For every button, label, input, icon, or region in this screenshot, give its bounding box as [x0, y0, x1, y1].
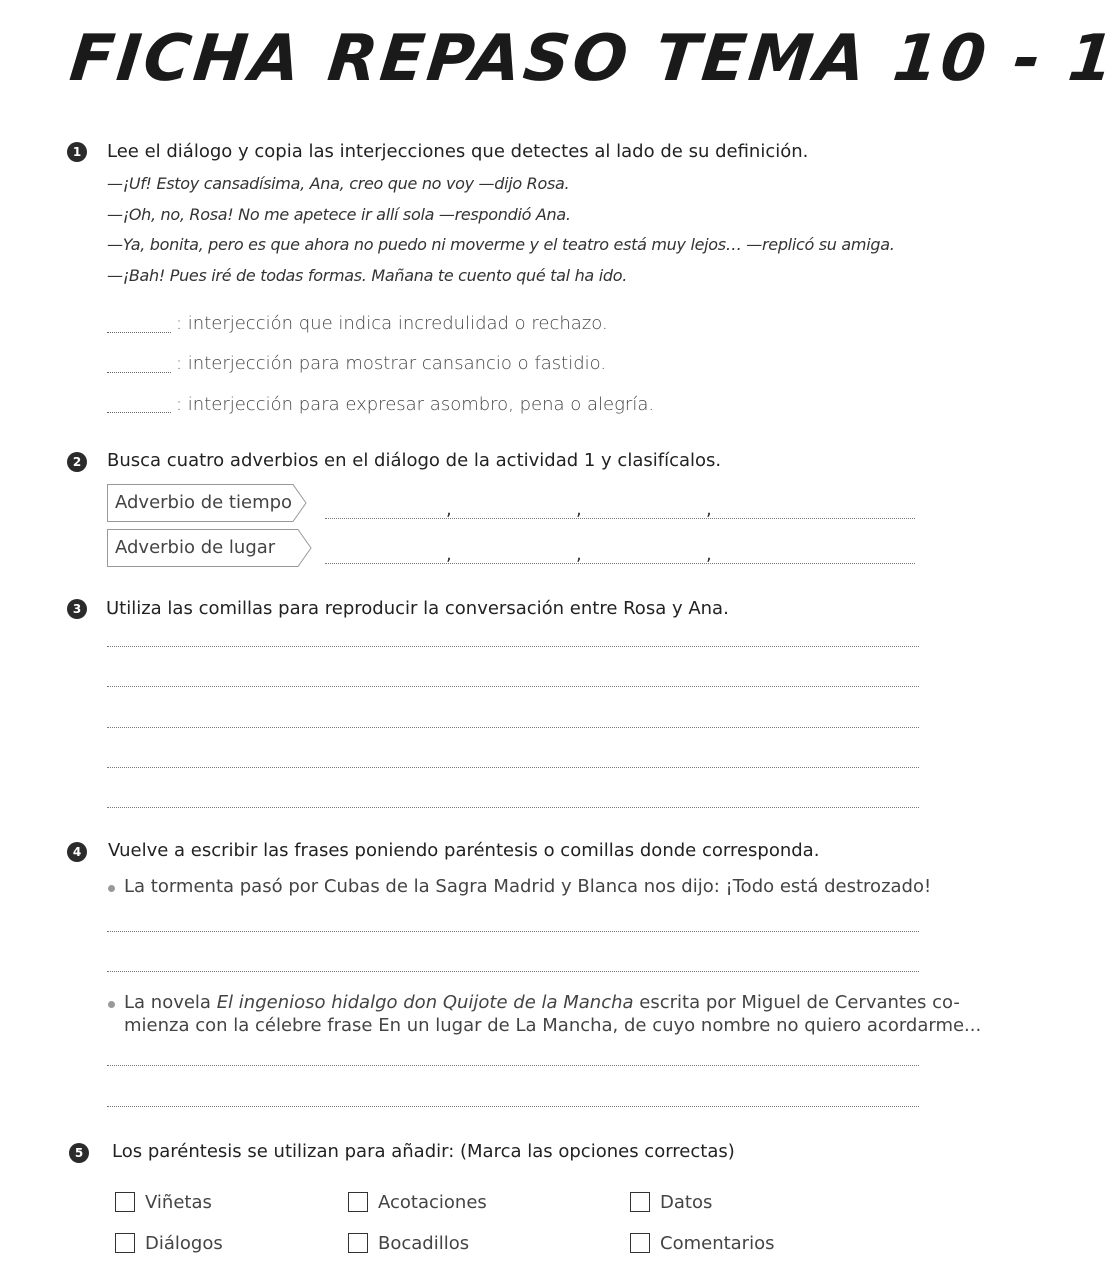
- option-comentarios: Comentarios: [660, 1233, 775, 1254]
- comma: ,: [446, 499, 452, 520]
- checkbox-dialogos[interactable]: [115, 1233, 135, 1253]
- comma: ,: [446, 544, 452, 565]
- writing-line[interactable]: [107, 1106, 919, 1107]
- exercise-1-number: 1: [67, 142, 87, 162]
- sentence-2-post: escrita por Miguel de Cervantes co-: [633, 992, 960, 1013]
- option-dialogos: Diálogos: [145, 1233, 223, 1254]
- checkbox-vinetas[interactable]: [115, 1192, 135, 1212]
- dialogue-line-2: —¡Oh, no, Rosa! No me apetece ir allí sola —respondió Ana.: [107, 205, 571, 224]
- definition-2: : interjección para mostrar cansancio o fastidio.: [176, 353, 607, 374]
- answer-blank-3[interactable]: [107, 412, 171, 413]
- exercise-5-number: 5: [69, 1143, 89, 1163]
- option-vinetas: Viñetas: [145, 1192, 212, 1213]
- dialogue-line-1: —¡Uf! Estoy cansadísima, Ana, creo que no voy —dijo Rosa.: [107, 174, 570, 193]
- comma: ,: [576, 544, 582, 565]
- exercise-4-number: 4: [67, 842, 87, 862]
- writing-line[interactable]: [107, 807, 919, 808]
- comma: ,: [706, 544, 712, 565]
- comma: ,: [706, 499, 712, 520]
- option-bocadillos: Bocadillos: [378, 1233, 470, 1254]
- writing-line[interactable]: [107, 646, 919, 647]
- checkbox-bocadillos[interactable]: [348, 1233, 368, 1253]
- sentence-2-line-1: [124, 992, 960, 1013]
- exercise-2-number: 2: [67, 452, 87, 472]
- comma: ,: [576, 499, 582, 520]
- book-title: El ingenioso hidalgo don Quijote de la Mancha: [216, 992, 634, 1013]
- checkbox-acotaciones[interactable]: [348, 1192, 368, 1212]
- writing-line[interactable]: [107, 686, 919, 687]
- adverb-place-text: Adverbio de lugar: [115, 537, 276, 558]
- definition-3: : interjección para expresar asombro, pena o alegría.: [176, 394, 655, 415]
- writing-line[interactable]: [107, 931, 919, 932]
- exercise-5-prompt: Los paréntesis se utilizan para añadir: (Marca las opciones correctas): [112, 1141, 735, 1162]
- checkbox-comentarios[interactable]: [630, 1233, 650, 1253]
- definition-1: : interjección que indica incredulidad o rechazo.: [176, 313, 608, 334]
- exercise-3-number: 3: [67, 599, 87, 619]
- exercise-2-prompt: Busca cuatro adverbios en el diálogo de la actividad 1 y clasifícalos.: [107, 450, 722, 471]
- adverb-place-answer-line[interactable]: [325, 563, 915, 564]
- writing-line[interactable]: [107, 767, 919, 768]
- sentence-2-line-2: mienza con la célebre frase En un lugar de La Mancha, de cuyo nombre no quiero acordarme...: [124, 1015, 982, 1036]
- adverb-time-label: [107, 484, 307, 522]
- page-title: FICHA REPASO TEMA 10 - 1: [66, 22, 1120, 96]
- bullet-icon: [108, 885, 115, 892]
- answer-blank-1[interactable]: [107, 332, 171, 333]
- exercise-4-prompt: Vuelve a escribir las frases poniendo paréntesis o comillas donde corresponda.: [108, 840, 820, 861]
- writing-line[interactable]: [107, 1065, 919, 1066]
- option-acotaciones: Acotaciones: [378, 1192, 487, 1213]
- exercise-1-prompt: Lee el diálogo y copia las interjecciones que detectes al lado de su definición.: [107, 141, 809, 162]
- dialogue-line-3: —Ya, bonita, pero es que ahora no puedo ni moverme y el teatro está muy lejos… —replicó su amiga.: [107, 235, 895, 254]
- writing-line[interactable]: [107, 971, 919, 972]
- adverb-time-text: Adverbio de tiempo: [115, 492, 293, 513]
- sentence-1: La tormenta pasó por Cubas de la Sagra Madrid y Blanca nos dijo: ¡Todo está destrozado!: [124, 876, 932, 897]
- option-datos: Datos: [660, 1192, 713, 1213]
- adverb-time-answer-line[interactable]: [325, 518, 915, 519]
- sentence-2-pre: La novela: [124, 992, 217, 1013]
- answer-blank-2[interactable]: [107, 372, 171, 373]
- checkbox-datos[interactable]: [630, 1192, 650, 1212]
- adverb-place-label: [107, 529, 312, 567]
- bullet-icon: [108, 1001, 115, 1008]
- writing-line[interactable]: [107, 727, 919, 728]
- dialogue-line-4: —¡Bah! Pues iré de todas formas. Mañana te cuento qué tal ha ido.: [107, 266, 627, 285]
- exercise-3-prompt: Utiliza las comillas para reproducir la conversación entre Rosa y Ana.: [106, 598, 729, 619]
